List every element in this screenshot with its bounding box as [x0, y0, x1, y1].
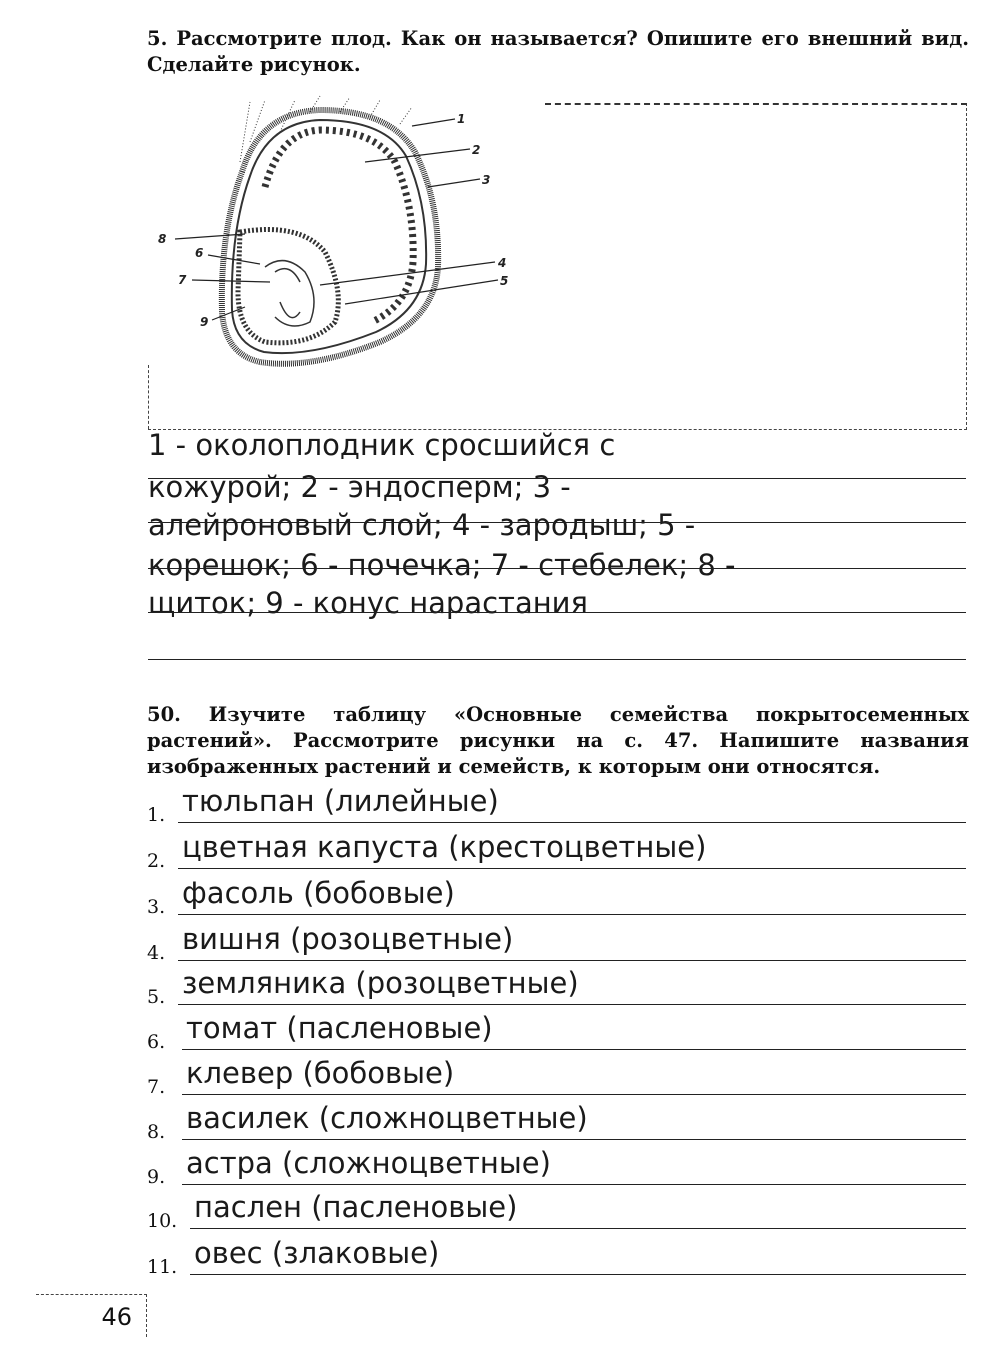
item-number: 10.: [147, 1210, 178, 1232]
item-answer: астра (сложноцветные): [186, 1146, 551, 1180]
item-number: 7.: [147, 1076, 166, 1098]
item-answer: земляника (розоцветные): [182, 966, 579, 1000]
ruled-line: [148, 522, 966, 523]
answer-line: щиток; 9 - конус нарастания: [148, 586, 588, 620]
item-number: 6.: [147, 1031, 166, 1053]
label-3: 3: [482, 173, 491, 187]
item-answer: овес (злаковые): [194, 1236, 440, 1270]
task-50-prompt: 50. Изучите таблицу «Основные семейства покрытосеменных растений». Рассмотрите рисунки на с. 47. Напишите названия изображенных растений и семейств, к которым они относятся.: [147, 703, 969, 778]
answer-line: кожурой; 2 - эндосперм; 3 -: [148, 470, 571, 504]
ruled-line: [148, 612, 966, 613]
ruled-line: [148, 478, 966, 479]
label-6: 6: [195, 246, 204, 260]
item-answer: клевер (бобовые): [186, 1056, 455, 1090]
answer-line: корешок; 6 - почечка; 7 - стебелек; 8 -: [148, 548, 736, 582]
item-number: 9.: [147, 1166, 166, 1188]
item-answer: томат (пасленовые): [186, 1011, 493, 1045]
drawing-box-top: [545, 103, 967, 105]
item-number: 1.: [147, 804, 166, 826]
grain-diagram: [150, 92, 530, 392]
item-number: 5.: [147, 986, 166, 1008]
answer-rule: [190, 1274, 966, 1275]
answer-rule: [182, 1139, 966, 1140]
answer-rule: [182, 1049, 966, 1050]
item-answer: вишня (розоцветные): [182, 922, 514, 956]
answer-line: 1 - околоплодник сросшийся с: [148, 428, 616, 462]
label-2: 2: [472, 143, 481, 157]
item-number: 3.: [147, 896, 166, 918]
item-number: 4.: [147, 942, 166, 964]
answer-rule: [178, 914, 966, 915]
answer-rule: [178, 1004, 966, 1005]
label-7: 7: [178, 273, 187, 287]
page-number-box: [36, 1294, 147, 1337]
label-1: 1: [457, 112, 466, 126]
answer-rule: [178, 822, 966, 823]
item-number: 11.: [147, 1256, 178, 1278]
label-4: 4: [498, 256, 507, 270]
label-8: 8: [158, 232, 167, 246]
page-number: 46: [101, 1303, 132, 1331]
item-number: 8.: [147, 1121, 166, 1143]
item-answer: василек (сложноцветные): [186, 1101, 588, 1135]
answer-rule: [182, 1184, 966, 1185]
label-9: 9: [200, 315, 209, 329]
drawing-box-left: [148, 365, 149, 429]
answer-rule: [190, 1228, 966, 1229]
answer-line: алейроновый слой; 4 - зародыш; 5 -: [148, 508, 696, 542]
item-answer: фасоль (бобовые): [182, 876, 455, 910]
ruled-line: [148, 568, 966, 569]
label-5: 5: [500, 274, 509, 288]
task-5-prompt: 5. Рассмотрите плод. Как он называется? Опишите его внешний вид. Сделайте рисунок.: [147, 27, 969, 76]
answer-rule: [182, 1094, 966, 1095]
ruled-line: [148, 659, 966, 660]
item-answer: цветная капуста (крестоцветные): [182, 830, 707, 864]
item-answer: паслен (пасленовые): [194, 1190, 518, 1224]
item-number: 2.: [147, 850, 166, 872]
answer-rule: [178, 868, 966, 869]
item-answer: тюльпан (лилейные): [182, 784, 499, 818]
answer-rule: [178, 960, 966, 961]
